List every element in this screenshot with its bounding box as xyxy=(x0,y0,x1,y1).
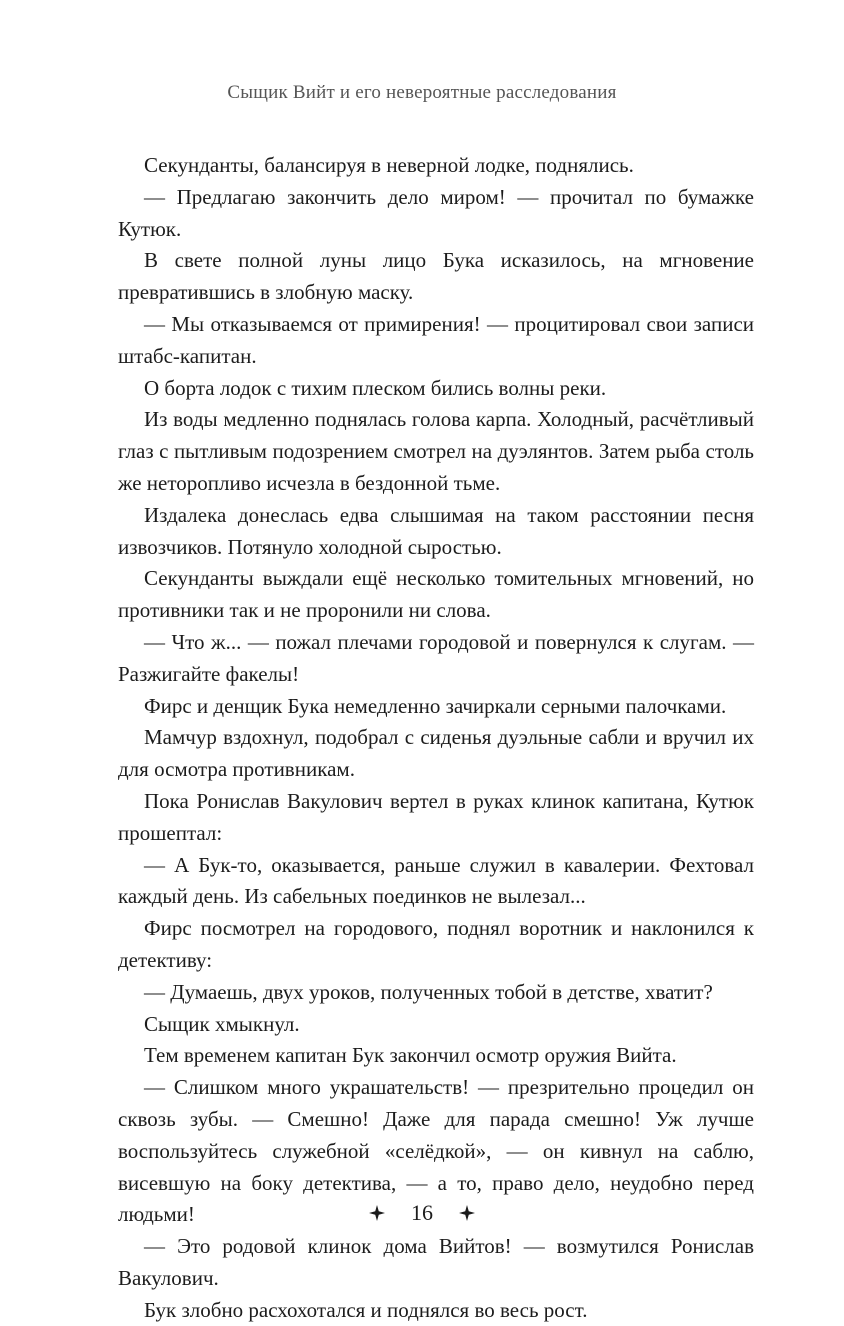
paragraph: Тем временем капитан Бук закончил осмотр оружия Вийта. xyxy=(144,1043,677,1068)
paragraph: — А Бук-то, оказывается, раньше служил в кавалерии. Фехтовал каждый день. Из сабельных поединков не вылезал... xyxy=(118,852,754,909)
page-footer xyxy=(0,1200,844,1226)
paragraph: Пока Ронислав Вакулович вертел в руках клинок капитана, Кутюк прошептал: xyxy=(118,788,754,845)
paragraph: — Предлагаю закончить дело миром! — прочитал по бумажке Кутюк. xyxy=(118,184,754,241)
running-head: Сыщик Вийт и его невероятные расследования xyxy=(227,82,617,103)
paragraph: — Думаешь, двух уроков, полученных тобой в детстве, хватит? xyxy=(144,979,713,1004)
paragraph: О борта лодок с тихим плеском бились волны реки. xyxy=(144,375,607,400)
paragraph: Фирс посмотрел на городового, поднял воротник и наклонился к детективу: xyxy=(118,916,754,972)
paragraph: — Слишком много украшательств! — презрительно процедил он сквозь зубы. — Смешно! Даже для парада смешно! Уж лучше воспользуйтесь служебной «селёдкой», — он кивнул на саблю, висевшую на боку детектива, — а то, право дело, неудобно перед людьми! xyxy=(118,1075,754,1227)
paragraph: Сыщик хмыкнул. xyxy=(144,1011,300,1036)
paragraph: Бук злобно расхохотался и поднялся во весь рост. xyxy=(144,1297,588,1322)
paragraph: Мамчур вздохнул, подобрал с сиденья дуэльные сабли и вручил их для осмотра противникам. xyxy=(118,725,754,782)
paragraph: Издалека донеслась едва слышимая на таком расстоянии песня извозчиков. Потянуло холодной сыростью. xyxy=(118,502,754,559)
four-point-star-icon xyxy=(459,1205,475,1221)
paragraph: Из воды медленно поднялась голова карпа. Холодный, расчётливый глаз с пытливым подозрением смотрел на дуэлянтов. Затем рыба столь же неторопливо исчезла в бездонной тьме. xyxy=(118,407,754,495)
paragraph: Секунданты выждали ещё несколько томительных мгновений, но противники так и не проронили ни слова. xyxy=(118,566,754,623)
paragraph: Секунданты, балансируя в неверной лодке, поднялись. xyxy=(144,153,634,177)
paragraph: Фирс и денщик Бука немедленно зачиркали серными палочками. xyxy=(144,693,727,718)
paragraph: — Это родовой клинок дома Вийтов! — возмутился Ронислав Вакулович. xyxy=(118,1234,754,1290)
paragraph: — Что ж... — пожал плечами городовой и повернулся к слугам. — Разжигайте факелы! xyxy=(118,629,754,686)
paragraph: В свете полной луны лицо Бука исказилось, на мгновение превратившись в злобную маску. xyxy=(118,248,754,305)
page-number: 16 xyxy=(411,1200,433,1225)
four-point-star-icon xyxy=(369,1205,385,1221)
body-text xyxy=(118,150,754,1326)
paragraph: — Мы отказываемся от примирения! — процитировал свои записи штабс-капитан. xyxy=(118,311,754,368)
